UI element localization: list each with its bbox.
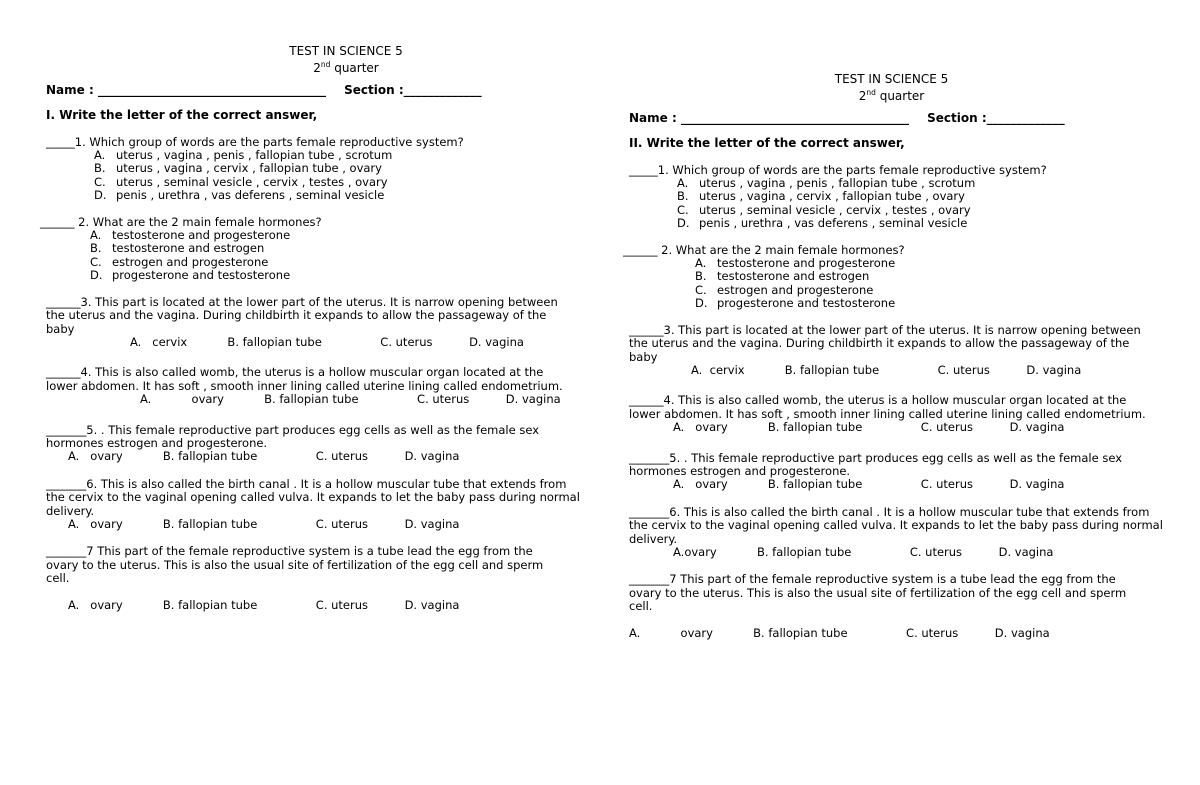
answer-options[interactable]: A. ovary B. fallopian tube C. uterus D. vagina <box>68 597 460 612</box>
quarter-label: 2nd quarter <box>858 88 925 104</box>
instruction: II. Write the letter of the correct answer, <box>629 136 905 151</box>
answer-options[interactable]: A. ovary B. fallopian tube C. uterus D. vagina <box>673 477 1065 492</box>
section-blank[interactable]: _____________ <box>403 82 482 97</box>
question-4 <box>629 394 1189 434</box>
test-title <box>46 45 646 58</box>
option-a[interactable]: A. testosterone and progesterone <box>695 256 896 271</box>
test-title: TEST IN SCIENCE 5 <box>834 72 949 86</box>
option-a[interactable]: A. uterus , vagina , penis , fallopian tube , scrotum <box>94 148 393 163</box>
answer-options[interactable]: A.ovary B. fallopian tube C. uterus D. vagina <box>673 544 1054 559</box>
question-6 <box>629 506 1189 560</box>
option-d[interactable]: D. progesterone and testosterone <box>695 296 896 311</box>
option-d[interactable]: D. penis , urethra , vas deferens , seminal vesicle <box>94 188 385 203</box>
question-3 <box>46 296 606 350</box>
options-list <box>677 177 1189 231</box>
question-stem: _______7 This part of the female reproductive system is a tube lead the egg from the ovary to the uterus. This is also the usual site of fertilization of the egg cell and sperm cell. <box>629 572 1127 614</box>
name-section-row <box>46 84 606 97</box>
option-c[interactable]: C. uterus , seminal vesicle , cervix , testes , ovary <box>677 202 971 217</box>
question-stem: _______5. . This female reproductive part produces egg cells as well as the female sex hormones estrogen and progesterone. <box>46 422 540 450</box>
question-1 <box>46 136 606 203</box>
answer-options[interactable]: A. ovary B. fallopian tube C. uterus D. vagina <box>629 625 1050 640</box>
section-label: Section : <box>344 82 404 97</box>
question-2 <box>623 242 1189 311</box>
option-c[interactable]: C. estrogen and progesterone <box>90 254 269 269</box>
options-list <box>90 229 606 283</box>
answer-options[interactable]: A. cervix B. fallopian tube C. uterus D. vagina <box>130 334 524 349</box>
question-stem: _______5. . This female reproductive part produces egg cells as well as the female sex hormones estrogen and progesterone. <box>629 450 1123 478</box>
section-blank[interactable]: _____________ <box>986 110 1065 125</box>
question-5 <box>629 452 1189 492</box>
question-stem: ______ 2. What are the 2 main female hormones? <box>623 242 905 257</box>
question-6 <box>46 478 606 532</box>
answer-options[interactable]: A. ovary B. fallopian tube C. uterus D. vagina <box>68 516 460 531</box>
option-c[interactable]: C. uterus , seminal vesicle , cervix , testes , ovary <box>94 174 388 189</box>
question-3 <box>629 324 1189 378</box>
question-stem: ______4. This is also called womb, the uterus is a hollow muscular organ located at the lower abdomen. It has soft , smooth inner lining called uterine lining called endometrium. <box>46 365 563 393</box>
question-stem: _____1. Which group of words are the parts female reproductive system? <box>46 134 464 149</box>
name-section-row <box>629 112 1189 125</box>
option-a[interactable]: A. testosterone and progesterone <box>90 228 291 243</box>
question-stem: ______ 2. What are the 2 main female hormones? <box>40 214 322 229</box>
test-sheet-right <box>623 72 1189 640</box>
name-blank[interactable]: ______________________________________ <box>97 82 326 97</box>
question-5 <box>46 424 606 464</box>
option-b[interactable]: B. uterus , vagina , cervix , fallopian tube , ovary <box>677 189 965 204</box>
question-stem: ______3. This part is located at the lower part of the uterus. It is narrow opening between the uterus and the vagina. During childbirth it expands to allow the passageway of the baby <box>46 294 558 336</box>
question-stem: ______4. This is also called womb, the uterus is a hollow muscular organ located at the lower abdomen. It has soft , smooth inner lining called uterine lining called endometrium. <box>629 393 1146 421</box>
question-stem: _______7 This part of the female reproductive system is a tube lead the egg from the ovary to the uterus. This is also the usual site of fertilization of the egg cell and sperm cell. <box>46 544 544 586</box>
question-1 <box>629 164 1189 231</box>
option-d[interactable]: D. progesterone and testosterone <box>90 268 291 283</box>
test-sheet-left <box>40 44 606 612</box>
question-4 <box>46 366 606 406</box>
option-d[interactable]: D. penis , urethra , vas deferens , seminal vesicle <box>677 216 968 231</box>
answer-options[interactable]: A. ovary B. fallopian tube C. uterus D. vagina <box>140 392 561 407</box>
instruction: I. Write the letter of the correct answer, <box>46 108 318 123</box>
answer-options[interactable]: A. cervix B. fallopian tube C. uterus D. vagina <box>691 362 1082 377</box>
question-7 <box>629 573 1189 640</box>
option-b[interactable]: B. testosterone and estrogen <box>90 241 265 256</box>
answer-options[interactable]: A. ovary B. fallopian tube C. uterus D. vagina <box>673 420 1065 435</box>
options-list <box>695 257 1189 311</box>
question-7 <box>46 545 606 612</box>
question-stem: _______6. This is also called the birth canal . It is a hollow muscular tube that extends from the cervix to the vaginal opening called vulva. It expands to let the baby pass during normal delivery. <box>629 504 1163 546</box>
answer-options[interactable]: A. ovary B. fallopian tube C. uterus D. vagina <box>68 449 460 464</box>
name-blank[interactable]: ______________________________________ <box>680 110 909 125</box>
section-label: Section : <box>927 110 987 125</box>
question-stem: ______3. This part is located at the lower part of the uterus. It is narrow opening between the uterus and the vagina. During childbirth it expands to allow the passageway of the baby <box>629 322 1141 364</box>
option-a[interactable]: A. uterus , vagina , penis , fallopian tube , scrotum <box>677 176 976 191</box>
question-stem: _____1. Which group of words are the parts female reproductive system? <box>629 162 1047 177</box>
option-b[interactable]: B. uterus , vagina , cervix , fallopian tube , ovary <box>94 161 382 176</box>
question-2 <box>40 214 606 283</box>
option-c[interactable]: C. estrogen and progesterone <box>695 282 874 297</box>
name-label: Name : <box>629 110 681 125</box>
option-b[interactable]: B. testosterone and estrogen <box>695 269 870 284</box>
question-stem: _______6. This is also called the birth canal . It is a hollow muscular tube that extends from the cervix to the vaginal opening called vulva. It expands to let the baby pass during normal delivery. <box>46 476 580 518</box>
title-text: TEST IN SCIENCE 5 <box>289 44 403 58</box>
name-label: Name : <box>46 82 98 97</box>
quarter-label: 2nd quarter <box>313 60 379 76</box>
options-list <box>94 149 606 203</box>
